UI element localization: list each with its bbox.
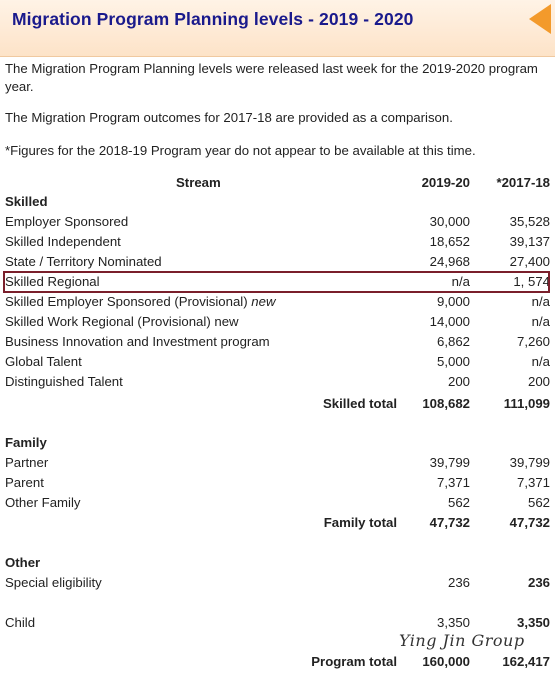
program-total-row: Program total 160,000 162,417 xyxy=(311,654,550,669)
family-total-row: Family total 47,732 47,732 xyxy=(323,515,550,530)
section-heading-skilled: Skilled xyxy=(5,194,48,209)
section-heading-family: Family xyxy=(5,435,47,450)
column-header-stream: Stream xyxy=(176,175,221,190)
new-tag: new xyxy=(251,294,276,309)
table-row: Parent 7,371 7,371 xyxy=(5,475,550,490)
table-row: Special eligibility 236 236 xyxy=(5,575,550,590)
skilled-total-row: Skilled total 108,682 111,099 xyxy=(322,396,550,411)
watermark: Ying Jin Group xyxy=(399,631,525,650)
arrow-left-icon xyxy=(529,4,551,34)
table-row: Business Innovation and Investment program 6,862 7,260 xyxy=(5,334,550,349)
page-header xyxy=(0,0,555,57)
table-row: Partner 39,799 39,799 xyxy=(5,455,550,470)
table-row: Global Talent 5,000 n/a xyxy=(5,354,550,369)
table-row: Skilled Work Regional (Provisional) new 14,000 n/a xyxy=(5,314,550,329)
page-title: Migration Program Planning levels - 2019 - 2020 xyxy=(12,9,414,29)
table-row: State / Territory Nominated 24,968 27,400 xyxy=(5,254,550,269)
intro-paragraph-1: The Migration Program Planning levels were released last week for the 2019-2020 program year. xyxy=(5,61,538,94)
table-row: Employer Sponsored 30,000 35,528 xyxy=(5,214,550,229)
column-header-2019-20: 2019-20 xyxy=(421,175,470,190)
intro-paragraph-3: *Figures for the 2018-19 Program year do not appear to be available at this time. xyxy=(5,143,476,158)
column-header-2017-18: *2017-18 xyxy=(496,175,550,190)
table-row: Distinguished Talent 200 200 xyxy=(5,374,550,389)
table-row: Skilled Independent 18,652 39,137 xyxy=(5,234,550,249)
table-row-highlighted: Skilled Regional n/a 1, 574 xyxy=(5,274,550,289)
intro-paragraph-2: The Migration Program outcomes for 2017-18 are provided as a comparison. xyxy=(5,110,453,125)
table-header-row xyxy=(0,173,555,193)
table-row: Other Family 562 562 xyxy=(5,495,550,510)
section-heading-other: Other xyxy=(5,555,41,570)
table-row: Child 3,350 3,350 xyxy=(5,615,550,630)
table-row: Skilled Employer Sponsored (Provisional) new 9,000 n/a xyxy=(5,294,550,309)
